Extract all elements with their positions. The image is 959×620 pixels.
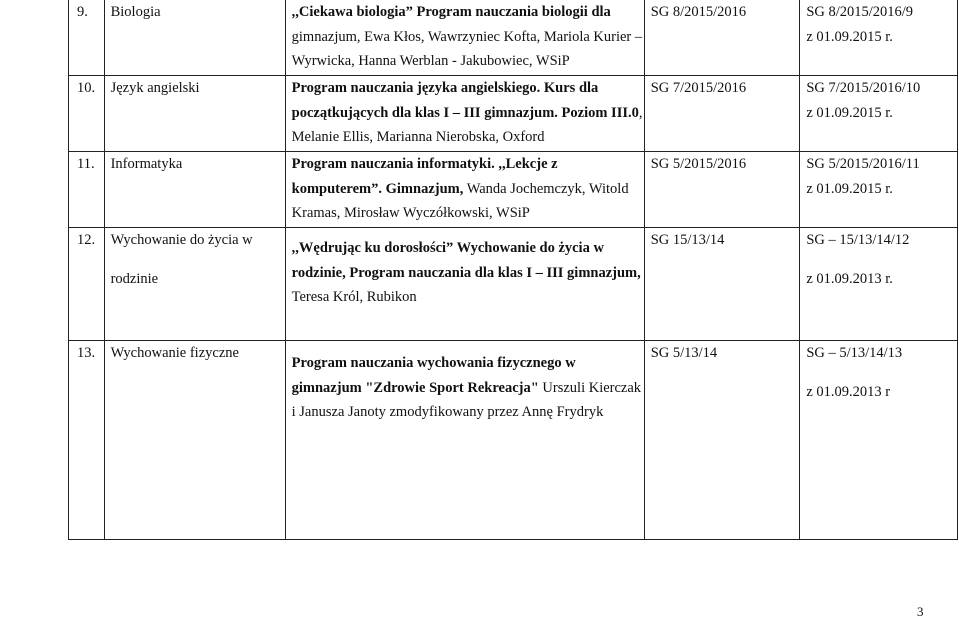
program-title: Program nauczania informatyki. ,,Lekcje z komputerem”. Gimnazjum, <box>291 156 558 197</box>
program-cell <box>285 228 644 341</box>
row-number: 12. <box>69 228 105 341</box>
page-number: 3 <box>917 604 924 619</box>
program-cell <box>285 76 644 152</box>
program-title: ,,Ciekawa biologia” Program nauczania biologii dla <box>291 4 611 20</box>
subject-cell: Informatyka <box>104 152 285 228</box>
sg-number-cell <box>800 228 958 341</box>
program-authors: Wanda Jochemczyk, Witold Kramas, Mirosław Wyczółkowski, WSiP <box>291 180 629 221</box>
program-authors: Teresa Król, Rubikon <box>291 289 417 305</box>
sg-number: SG – 5/13/14/13 <box>806 345 903 361</box>
subject-cell: Język angielski <box>104 76 285 152</box>
sg-date: z 01.09.2013 r. <box>806 270 893 287</box>
table-row <box>69 152 958 228</box>
table-row <box>69 76 958 152</box>
program-title: Program nauczania języka angielskiego. Kurs dla początkujących dla klas I – III gimnazjum. Poziom III.0 <box>291 80 639 121</box>
sg-number-cell <box>800 76 958 152</box>
subject-cell: Wychowanie fizyczne <box>104 341 285 540</box>
row-number: 10. <box>69 76 105 152</box>
program-authors: Urszuli Kierczak i Janusza Janoty zmodyfikowany przez Annę Frydryk <box>291 379 642 420</box>
sg-cell: SG 5/2015/2016 <box>644 152 800 228</box>
program-cell <box>285 0 644 76</box>
sg-cell: SG 5/13/14 <box>644 341 800 540</box>
subject-cell <box>104 228 285 341</box>
program-authors: , Melanie Ellis, Marianna Nierobska, Oxford <box>291 104 643 145</box>
program-title: ,,Wędrując ku dorosłości” Wychowanie do życia w rodzinie, Program nauczania dla klas I – III gimnazjum, <box>291 240 641 281</box>
program-table <box>68 0 958 540</box>
sg-date: z 01.09.2015 r. <box>806 28 893 45</box>
program-authors: gimnazjum, Ewa Kłos, Wawrzyniec Kofta, Mariola Kurier – Wyrwicka, Hanna Werblan - Jakubowiec, WSiP <box>291 28 643 69</box>
sg-number-cell <box>800 341 958 540</box>
subject-line-2: rodzinie <box>110 270 159 287</box>
program-title: Program nauczania wychowania fizycznego w gimnazjum "Zdrowie Sport Rekreacja" <box>291 355 576 396</box>
sg-date: z 01.09.2015 r. <box>806 180 893 197</box>
subject-line-1: Wychowanie do życia w <box>110 232 253 248</box>
sg-number: SG 5/2015/2016/11 <box>806 156 920 172</box>
sg-date: z 01.09.2013 r <box>806 383 891 400</box>
sg-number: SG 7/2015/2016/10 <box>806 80 921 96</box>
table-row <box>69 228 958 341</box>
row-number: 9. <box>69 0 105 76</box>
subject-cell: Biologia <box>104 0 285 76</box>
program-cell <box>285 152 644 228</box>
sg-number: SG 8/2015/2016/9 <box>806 4 914 20</box>
sg-number-cell <box>800 152 958 228</box>
sg-cell: SG 15/13/14 <box>644 228 800 341</box>
sg-number: SG – 15/13/14/12 <box>806 232 910 248</box>
table-row <box>69 341 958 540</box>
sg-date: z 01.09.2015 r. <box>806 104 893 121</box>
table-row <box>69 0 958 76</box>
row-number: 11. <box>69 152 105 228</box>
sg-number-cell <box>800 0 958 76</box>
row-number: 13. <box>69 341 105 540</box>
sg-cell: SG 8/2015/2016 <box>644 0 800 76</box>
program-cell <box>285 341 644 540</box>
sg-cell: SG 7/2015/2016 <box>644 76 800 152</box>
